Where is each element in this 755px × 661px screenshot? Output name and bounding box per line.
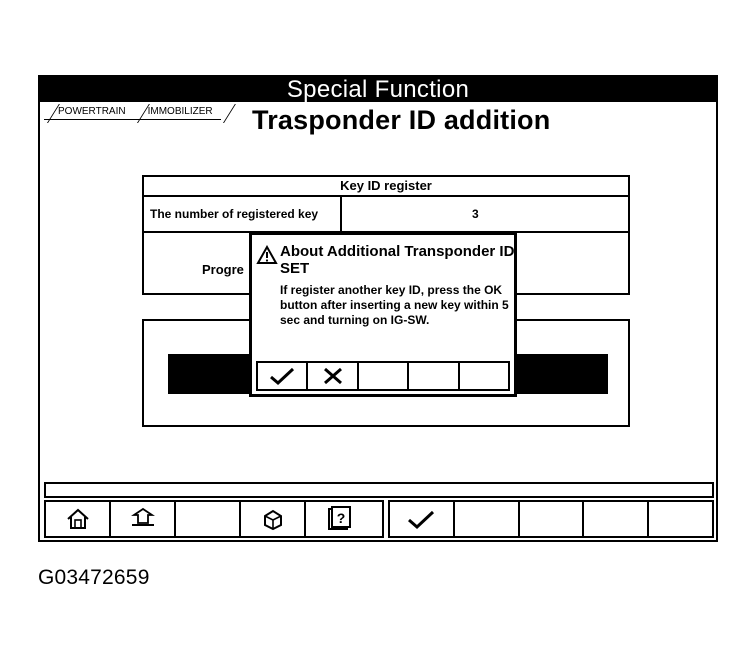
- home-icon: [65, 507, 91, 531]
- dialog-cancel-button[interactable]: [308, 363, 358, 389]
- svg-text:?: ?: [336, 510, 345, 526]
- help-icon: [326, 506, 352, 532]
- breadcrumb: [44, 104, 221, 120]
- table-row: [144, 197, 628, 233]
- registered-key-count-value: 3: [472, 207, 479, 221]
- dialog-blank-button[interactable]: [460, 363, 508, 389]
- print-button[interactable]: [241, 502, 306, 536]
- dialog-blank-button[interactable]: [359, 363, 409, 389]
- warning-triangle-icon: [256, 245, 278, 265]
- toolbar-blank-button[interactable]: [176, 502, 241, 536]
- check-icon: [268, 366, 296, 386]
- cancel-icon: [321, 365, 345, 387]
- home-button[interactable]: [46, 502, 111, 536]
- table-header: Key ID register: [144, 177, 628, 197]
- status-strip: [44, 482, 714, 498]
- ok-button[interactable]: [390, 502, 455, 536]
- diagnostic-screen: [38, 75, 718, 542]
- registered-key-count-label: The number of registered key: [150, 207, 319, 221]
- breadcrumb-item-powertrain[interactable]: POWERTRAIN: [44, 104, 134, 120]
- help-button[interactable]: [306, 502, 371, 536]
- progress-label: Progre: [202, 262, 244, 277]
- toolbar-blank-button[interactable]: [584, 502, 649, 536]
- toolbar-blank-button[interactable]: [520, 502, 585, 536]
- dialog-title: About Additional Transponder ID SET: [280, 243, 515, 277]
- toolbar-left: [44, 500, 384, 538]
- dialog-message: If register another key ID, press the OK button after inserting a new key within 5 sec and turning on IG-SW.: [280, 283, 509, 327]
- dialog-button-bar: [256, 361, 510, 391]
- dialog-blank-button[interactable]: [409, 363, 459, 389]
- toolbar-blank-button[interactable]: [649, 502, 712, 536]
- page-title: Trasponder ID addition: [252, 105, 551, 135]
- print-icon: [260, 507, 286, 531]
- info-dialog: [249, 232, 517, 397]
- column-divider: [340, 197, 342, 231]
- toolbar-blank-button[interactable]: [455, 502, 520, 536]
- figure-code: G03472659: [38, 566, 150, 589]
- back-button[interactable]: [111, 502, 176, 536]
- back-icon: [128, 507, 158, 531]
- window-title: Special Function: [40, 77, 716, 102]
- check-icon: [406, 508, 436, 530]
- dialog-ok-button[interactable]: [258, 363, 308, 389]
- toolbar-right: [388, 500, 714, 538]
- breadcrumb-item-immobilizer[interactable]: IMMOBILIZER: [134, 104, 221, 120]
